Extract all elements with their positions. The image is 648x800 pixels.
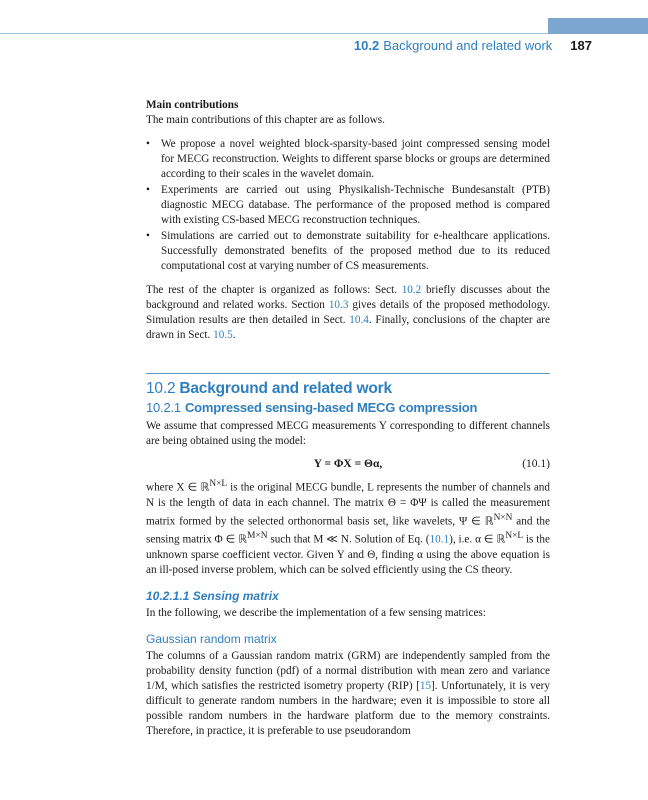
equation-number: (10.1) [522, 458, 550, 470]
superscript: M×N [247, 531, 268, 542]
contribution-text: • We propose a novel weighted block-sparsity-based joint compressed sensing model for MECG reconstruction. Weights to different sparse blocks or groups are determined according to their scales in the wavelet domain. [161, 138, 550, 180]
header-rule [0, 33, 548, 34]
page-number: 187 [570, 38, 592, 53]
contribution-item [146, 229, 550, 274]
citation-link[interactable]: 15 [419, 680, 432, 693]
where-paragraph [146, 477, 550, 578]
text-run: ), i.e. α ∈ ℝ [449, 534, 506, 547]
section-title: Background and related work [179, 380, 392, 397]
contribution-text: • Experiments are carried out using Physikalish-Technische Bundesanstalt (PTB) diagnostic MECG database. The performance of the proposed method is compared with existing CS-based MECG reconstruction techniques. [161, 184, 550, 226]
text-run: ]. Unfortunately, it is very difficult to generate random numbers in the hardware; even it is impossible to store all possible random numbers in the hardware platform due to the memory constraints. Therefore, in practice, it is preferable to use pseudorandom [146, 680, 550, 738]
section-heading [146, 379, 550, 398]
subsubsection-title: Sensing matrix [192, 589, 279, 604]
text-run: gives details of the proposed methodology. Simulation results are then detailed in Sect. [146, 299, 550, 326]
sensing-intro-paragraph: In the following, we describe the implementation of a few sensing matrices: [146, 607, 486, 620]
section-rule [146, 373, 550, 374]
contribution-item [146, 137, 550, 182]
section-link[interactable]: 10.5 [213, 329, 233, 341]
grm-paragraph [146, 649, 550, 739]
text-run: The columns of a Gaussian random matrix (GRM) are independently sampled from the probability density function (pdf) of a normal distribution with mean zero and variance 1/M, which satisfies the restricted isometry property (RIP) [ [146, 650, 550, 693]
text-run: . [232, 329, 236, 341]
equation-link[interactable]: 10.1 [429, 534, 450, 547]
text-run: is the original MECG bundle, L represents the number of channels and N is the length of data in each channel. The matrix Θ = ΦΨ is called the measurement matrix formed by the selected orthonormal basis set, like wavelets, Ψ ∈ ℝ [146, 481, 550, 528]
text-run: . Finally, conclusions of the chapter are drawn in Sect. [146, 314, 550, 341]
section-link[interactable]: 10.3 [328, 299, 349, 311]
text-run: such that M ≪ N. Solution of Eq. ( [267, 534, 430, 547]
running-header-title: Background and related work [383, 38, 553, 53]
text-run: is the unknown sparse coefficient vector. Given Y and Θ, finding α using the above equation is an ill-posed inverse problem, which can be solved efficiently using the CS theory. [146, 534, 550, 577]
running-header-section-number: 10.2 [353, 38, 380, 53]
subsubsection-heading [146, 588, 550, 604]
section-link[interactable]: 10.4 [349, 314, 369, 326]
contribution-item [146, 183, 550, 228]
equation-expression: Y = ΦX = Θα, [313, 458, 383, 470]
organization-paragraph [146, 283, 550, 343]
contributions-heading: Main contributions [146, 99, 239, 111]
contributions-intro: The main contributions of this chapter are as follows. [146, 114, 385, 126]
page-body [146, 98, 550, 739]
superscript: N×L [505, 531, 524, 542]
text-run: and the sensing matrix Φ ∈ ℝ [146, 515, 550, 547]
text-run: briefly discusses about the background and related works. Section [146, 284, 550, 311]
superscript: N×L [209, 479, 228, 489]
section-link[interactable]: 10.2 [401, 284, 422, 296]
subsubsection-number: 10.2.1.1 [146, 589, 190, 604]
text-run: where X ∈ ℝ [146, 481, 210, 494]
subsection-number: 10.2.1 [146, 400, 181, 415]
superscript: N×N [493, 512, 513, 523]
contributions-list [146, 137, 550, 274]
paragraph-heading: Gaussian random matrix [146, 632, 277, 647]
section-number: 10.2 [146, 380, 176, 397]
header-accent-block [548, 18, 648, 34]
subsection-heading [146, 399, 550, 416]
equation-10-1 [146, 455, 550, 477]
text-run: The rest of the chapter is organized as follows: Sect. [146, 284, 402, 296]
model-intro-paragraph: We assume that compressed MECG measurements Y corresponding to different channels are being obtained using the model: [146, 420, 550, 447]
running-header [354, 38, 592, 53]
subsection-title: Compressed sensing-based MECG compression [184, 400, 478, 415]
contribution-text: • Simulations are carried out to demonstrate suitability for e-healthcare applications. Successfully demonstrated benefits of the proposed method due to its reduced computational cost at varying number of CS measurements. [161, 230, 550, 272]
